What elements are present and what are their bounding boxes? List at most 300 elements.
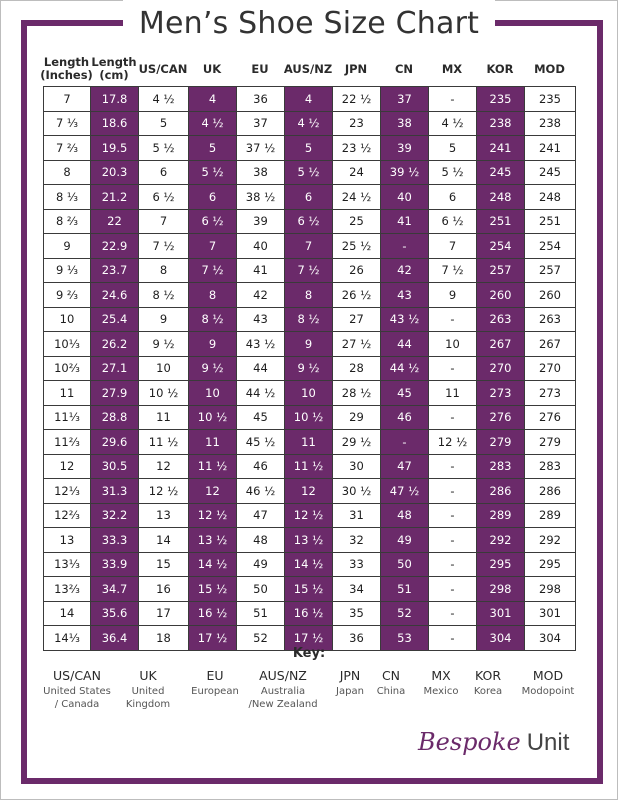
table-cell: 45 (381, 381, 429, 406)
table-cell: 286 (525, 479, 576, 504)
table-cell: 276 (525, 405, 576, 430)
table-cell: 29 ½ (333, 430, 381, 455)
key-description: Korea (473, 686, 503, 697)
size-chart-table (43, 86, 576, 651)
table-cell: 6 (139, 160, 189, 185)
table-cell: 17 (139, 601, 189, 626)
table-cell: 279 (477, 430, 525, 455)
table-cell: 38 ½ (237, 185, 285, 210)
table-cell: 257 (477, 258, 525, 283)
table-cell: 8 ½ (189, 307, 237, 332)
key-description: China (376, 686, 406, 697)
table-cell: 12 (139, 454, 189, 479)
table-cell: 27.1 (91, 356, 139, 381)
table-cell: 245 (525, 160, 576, 185)
column-header: MX (441, 61, 463, 76)
table-cell: 12 (189, 479, 237, 504)
table-cell: 11 ½ (139, 430, 189, 455)
table-cell: 11 (285, 430, 333, 455)
table-cell: 30 ½ (333, 479, 381, 504)
key-code: US/CAN (53, 668, 101, 683)
table-cell: 9 ⅔ (44, 283, 91, 308)
table-cell: 12 (44, 454, 91, 479)
table-cell: 12⅔ (44, 503, 91, 528)
table-cell: 7 ⅓ (44, 111, 91, 136)
table-cell: 5 (429, 136, 477, 161)
table-cell: 8 ½ (139, 283, 189, 308)
table-cell: 17.8 (91, 87, 139, 112)
table-cell: 11 (189, 430, 237, 455)
table-row (44, 503, 576, 528)
table-row (44, 185, 576, 210)
table-cell: 11 (139, 405, 189, 430)
table-cell: 245 (477, 160, 525, 185)
table-cell: 26 (333, 258, 381, 283)
table-cell: - (429, 601, 477, 626)
table-cell: 35.6 (91, 601, 139, 626)
table-cell: 7 (189, 234, 237, 259)
table-cell: 49 (381, 528, 429, 553)
table-row (44, 405, 576, 430)
table-cell: 13 (139, 503, 189, 528)
table-cell: 286 (477, 479, 525, 504)
table-cell: 31.3 (91, 479, 139, 504)
table-cell: 22 ½ (333, 87, 381, 112)
table-cell: 279 (525, 430, 576, 455)
column-header: CN (394, 61, 414, 76)
table-cell: 7 (139, 209, 189, 234)
table-cell: 13 ½ (189, 528, 237, 553)
column-header: AUS/NZ (283, 61, 333, 76)
table-row (44, 430, 576, 455)
table-cell: 241 (477, 136, 525, 161)
table-cell: 12 ½ (285, 503, 333, 528)
table-cell: 14 (139, 528, 189, 553)
table-cell: 29.6 (91, 430, 139, 455)
table-cell: 16 (139, 577, 189, 602)
key-code: CN (381, 668, 401, 683)
table-cell: 7 ⅔ (44, 136, 91, 161)
table-row (44, 283, 576, 308)
table-cell: 9 (44, 234, 91, 259)
table-cell: 8 (44, 160, 91, 185)
key-code: MOD (532, 668, 564, 683)
table-cell: 9 (429, 283, 477, 308)
table-cell: 28 ½ (333, 381, 381, 406)
table-cell: 4 ½ (285, 111, 333, 136)
table-row (44, 601, 576, 626)
table-row (44, 307, 576, 332)
table-row (44, 258, 576, 283)
table-cell: 41 (381, 209, 429, 234)
table-cell: 47 ½ (381, 479, 429, 504)
key-code: MX (431, 668, 451, 683)
table-cell: 8 ⅓ (44, 185, 91, 210)
table-cell: 22 (91, 209, 139, 234)
table-cell: 25 (333, 209, 381, 234)
table-cell: 30.5 (91, 454, 139, 479)
table-cell: 260 (525, 283, 576, 308)
table-cell: 46 (237, 454, 285, 479)
table-cell: 270 (525, 356, 576, 381)
table-cell: 30 (333, 454, 381, 479)
table-cell: - (429, 503, 477, 528)
table-cell: 289 (477, 503, 525, 528)
table-cell: 18.6 (91, 111, 139, 136)
table-cell: 43 (237, 307, 285, 332)
key-code: EU (206, 668, 224, 683)
table-cell: 52 (381, 601, 429, 626)
table-cell: 16 ½ (285, 601, 333, 626)
table-cell: 11 ½ (285, 454, 333, 479)
table-cell: 45 (237, 405, 285, 430)
table-cell: 11⅓ (44, 405, 91, 430)
table-cell: 273 (477, 381, 525, 406)
table-cell: 12 ½ (189, 503, 237, 528)
table-cell: 13⅓ (44, 552, 91, 577)
table-cell: 6 ½ (189, 209, 237, 234)
table-cell: 276 (477, 405, 525, 430)
table-cell: 4 ½ (189, 111, 237, 136)
table-cell: 304 (477, 626, 525, 651)
table-cell: 37 (237, 111, 285, 136)
table-cell: 25 ½ (333, 234, 381, 259)
table-cell: 9 ⅓ (44, 258, 91, 283)
key-description: Australia /New Zealand (248, 686, 318, 710)
table-cell: 7 ½ (429, 258, 477, 283)
table-cell: 10 (429, 332, 477, 357)
table-cell: 44 ½ (381, 356, 429, 381)
table-row (44, 136, 576, 161)
table-cell: 41 (237, 258, 285, 283)
key-code: AUS/NZ (259, 668, 307, 683)
table-cell: 15 ½ (285, 577, 333, 602)
table-cell: 14⅓ (44, 626, 91, 651)
table-cell: 38 (237, 160, 285, 185)
table-cell: 33 (333, 552, 381, 577)
table-cell: 42 (237, 283, 285, 308)
table-cell: 49 (237, 552, 285, 577)
table-cell: - (429, 405, 477, 430)
table-cell: - (429, 307, 477, 332)
column-header: Length (cm) (91, 55, 137, 82)
table-cell: 4 (285, 87, 333, 112)
table-cell: 11 (429, 381, 477, 406)
table-cell: 6 (429, 185, 477, 210)
table-cell: 48 (237, 528, 285, 553)
column-header: JPN (344, 61, 368, 76)
table-cell: 304 (525, 626, 576, 651)
table-cell: 6 ½ (139, 185, 189, 210)
table-cell: 251 (525, 209, 576, 234)
table-cell: 248 (477, 185, 525, 210)
table-cell: 7 (44, 87, 91, 112)
table-cell: 12 (285, 479, 333, 504)
table-row (44, 356, 576, 381)
table-cell: 4 ½ (429, 111, 477, 136)
table-cell: 6 (189, 185, 237, 210)
table-cell: 23.7 (91, 258, 139, 283)
table-cell: 5 (189, 136, 237, 161)
table-cell: 38 (381, 111, 429, 136)
table-cell: 8 (139, 258, 189, 283)
table-cell: 51 (381, 577, 429, 602)
table-cell: 47 (381, 454, 429, 479)
table-cell: 39 (237, 209, 285, 234)
table-cell: 15 (139, 552, 189, 577)
table-cell: 283 (477, 454, 525, 479)
table-cell: 23 (333, 111, 381, 136)
table-cell: 9 (139, 307, 189, 332)
table-row (44, 528, 576, 553)
table-cell: 17 ½ (189, 626, 237, 651)
table-cell: 11 ½ (189, 454, 237, 479)
table-cell: 16 ½ (189, 601, 237, 626)
table-cell: 4 (189, 87, 237, 112)
table-cell: 24 ½ (333, 185, 381, 210)
table-cell: 40 (237, 234, 285, 259)
table-row (44, 234, 576, 259)
table-cell: 10 (189, 381, 237, 406)
table-cell: 26.2 (91, 332, 139, 357)
column-header: UK (202, 61, 222, 76)
table-cell: 235 (525, 87, 576, 112)
table-cell: - (429, 479, 477, 504)
table-cell: 238 (525, 111, 576, 136)
table-cell: 46 ½ (237, 479, 285, 504)
column-header: MOD (534, 61, 565, 76)
table-cell: 14 (44, 601, 91, 626)
key-description: European (191, 686, 239, 697)
table-cell: 7 ½ (139, 234, 189, 259)
table-cell: 9 ½ (139, 332, 189, 357)
table-cell: 235 (477, 87, 525, 112)
table-cell: 9 (285, 332, 333, 357)
table-cell: 263 (477, 307, 525, 332)
table-cell: 10⅓ (44, 332, 91, 357)
table-cell: 7 ½ (189, 258, 237, 283)
table-cell: 4 ½ (139, 87, 189, 112)
table-cell: 48 (381, 503, 429, 528)
table-header (40, 52, 575, 86)
table-row (44, 552, 576, 577)
table-row (44, 209, 576, 234)
table-cell: 23 ½ (333, 136, 381, 161)
table-cell: 12 ½ (139, 479, 189, 504)
table-cell: - (381, 234, 429, 259)
table-cell: 10 (44, 307, 91, 332)
table-cell: 257 (525, 258, 576, 283)
table-cell: 9 ½ (285, 356, 333, 381)
table-cell: 36 (237, 87, 285, 112)
table-cell: 37 ½ (237, 136, 285, 161)
table-cell: 6 ½ (429, 209, 477, 234)
table-cell: 21.2 (91, 185, 139, 210)
table-row (44, 381, 576, 406)
table-cell: 33.3 (91, 528, 139, 553)
key-code: JPN (339, 668, 361, 683)
table-cell: 13⅔ (44, 577, 91, 602)
table-cell: 254 (477, 234, 525, 259)
key-item (503, 668, 593, 698)
table-row (44, 332, 576, 357)
table-cell: 5 (285, 136, 333, 161)
table-cell: 267 (525, 332, 576, 357)
table-cell: - (381, 430, 429, 455)
table-cell: 7 (285, 234, 333, 259)
table-cell: 10 ½ (285, 405, 333, 430)
table-cell: - (429, 552, 477, 577)
table-cell: 50 (237, 577, 285, 602)
table-cell: 273 (525, 381, 576, 406)
table-cell: 34.7 (91, 577, 139, 602)
key-title: Key: (292, 646, 326, 661)
column-header: US/CAN (138, 61, 188, 76)
table-cell: 19.5 (91, 136, 139, 161)
table-cell: 50 (381, 552, 429, 577)
table-cell: 11⅔ (44, 430, 91, 455)
table-cell: 36.4 (91, 626, 139, 651)
table-cell: 35 (333, 601, 381, 626)
key-code: UK (139, 668, 157, 683)
key-description: United States / Canada (43, 686, 111, 710)
bespoke-unit-logo (418, 728, 588, 762)
table-cell: 34 (333, 577, 381, 602)
table-cell: 263 (525, 307, 576, 332)
table-cell: 14 ½ (285, 552, 333, 577)
table-cell: 9 (189, 332, 237, 357)
table-cell: 289 (525, 503, 576, 528)
table-cell: 5 (139, 111, 189, 136)
table-cell: 27 ½ (333, 332, 381, 357)
table-cell: 301 (525, 601, 576, 626)
table-cell: 13 (44, 528, 91, 553)
table-cell: 27.9 (91, 381, 139, 406)
table-cell: - (429, 528, 477, 553)
table-cell: 26 ½ (333, 283, 381, 308)
key-description: Mexico (423, 686, 459, 697)
table-cell: 37 (381, 87, 429, 112)
table-cell: 283 (525, 454, 576, 479)
key-code: KOR (474, 668, 502, 683)
table-cell: 267 (477, 332, 525, 357)
table-cell: 298 (477, 577, 525, 602)
table-cell: 25.4 (91, 307, 139, 332)
table-cell: 24.6 (91, 283, 139, 308)
key-description: Japan (336, 686, 364, 697)
table-cell: - (429, 626, 477, 651)
table-cell: 7 ½ (285, 258, 333, 283)
table-cell: 9 ½ (189, 356, 237, 381)
table-cell: 270 (477, 356, 525, 381)
table-row (44, 111, 576, 136)
table-cell: 238 (477, 111, 525, 136)
table-cell: 28.8 (91, 405, 139, 430)
table-cell: - (429, 454, 477, 479)
logo-script-text: Bespoke (418, 728, 521, 756)
table-cell: 39 ½ (381, 160, 429, 185)
table-cell: 10 ½ (189, 405, 237, 430)
table-cell: 17 ½ (285, 626, 333, 651)
table-cell: 8 ⅔ (44, 209, 91, 234)
table-row (44, 454, 576, 479)
table-cell: 27 (333, 307, 381, 332)
table-cell: 45 ½ (237, 430, 285, 455)
table-cell: 43 ½ (381, 307, 429, 332)
table-cell: 5 ½ (139, 136, 189, 161)
table-cell: 6 (285, 185, 333, 210)
table-cell: 298 (525, 577, 576, 602)
table-cell: 292 (477, 528, 525, 553)
table-cell: 5 ½ (429, 160, 477, 185)
table-cell: 260 (477, 283, 525, 308)
column-header: EU (251, 61, 269, 76)
table-cell: 13 ½ (285, 528, 333, 553)
table-cell: 51 (237, 601, 285, 626)
table-cell: 53 (381, 626, 429, 651)
table-cell: 15 ½ (189, 577, 237, 602)
table-cell: 43 ½ (237, 332, 285, 357)
table-cell: 12 ½ (429, 430, 477, 455)
table-cell: 18 (139, 626, 189, 651)
table-cell: 12⅓ (44, 479, 91, 504)
table-cell: 36 (333, 626, 381, 651)
table-cell: 20.3 (91, 160, 139, 185)
table-row (44, 87, 576, 112)
table-cell: 39 (381, 136, 429, 161)
column-header: KOR (486, 61, 514, 76)
table-cell: 44 (381, 332, 429, 357)
key-description: Modopoint (521, 686, 575, 697)
table-cell: 241 (525, 136, 576, 161)
table-cell: 29 (333, 405, 381, 430)
table-cell: 10⅔ (44, 356, 91, 381)
table-cell: 43 (381, 283, 429, 308)
table-cell: 14 ½ (189, 552, 237, 577)
table-cell: 42 (381, 258, 429, 283)
table-row (44, 577, 576, 602)
table-cell: 40 (381, 185, 429, 210)
table-cell: 301 (477, 601, 525, 626)
table-cell: 5 ½ (189, 160, 237, 185)
table-cell: 248 (525, 185, 576, 210)
page-title: Men’s Shoe Size Chart (123, 0, 495, 48)
table-cell: 10 (285, 381, 333, 406)
table-cell: 295 (477, 552, 525, 577)
table-cell: 24 (333, 160, 381, 185)
title-area (0, 0, 618, 50)
table-cell: 44 ½ (237, 381, 285, 406)
table-cell: 8 ½ (285, 307, 333, 332)
table-cell: 6 ½ (285, 209, 333, 234)
table-cell: 254 (525, 234, 576, 259)
table-cell: 251 (477, 209, 525, 234)
table-cell: 292 (525, 528, 576, 553)
table-cell: 10 (139, 356, 189, 381)
logo-plain-text: Unit (526, 729, 570, 756)
table-cell: 33.9 (91, 552, 139, 577)
table-cell: 8 (285, 283, 333, 308)
table-cell: 28 (333, 356, 381, 381)
table-cell: 295 (525, 552, 576, 577)
table-cell: 32 (333, 528, 381, 553)
table-row (44, 160, 576, 185)
table-cell: 10 ½ (139, 381, 189, 406)
table-cell: 11 (44, 381, 91, 406)
table-cell: 31 (333, 503, 381, 528)
table-row (44, 479, 576, 504)
table-cell: 52 (237, 626, 285, 651)
